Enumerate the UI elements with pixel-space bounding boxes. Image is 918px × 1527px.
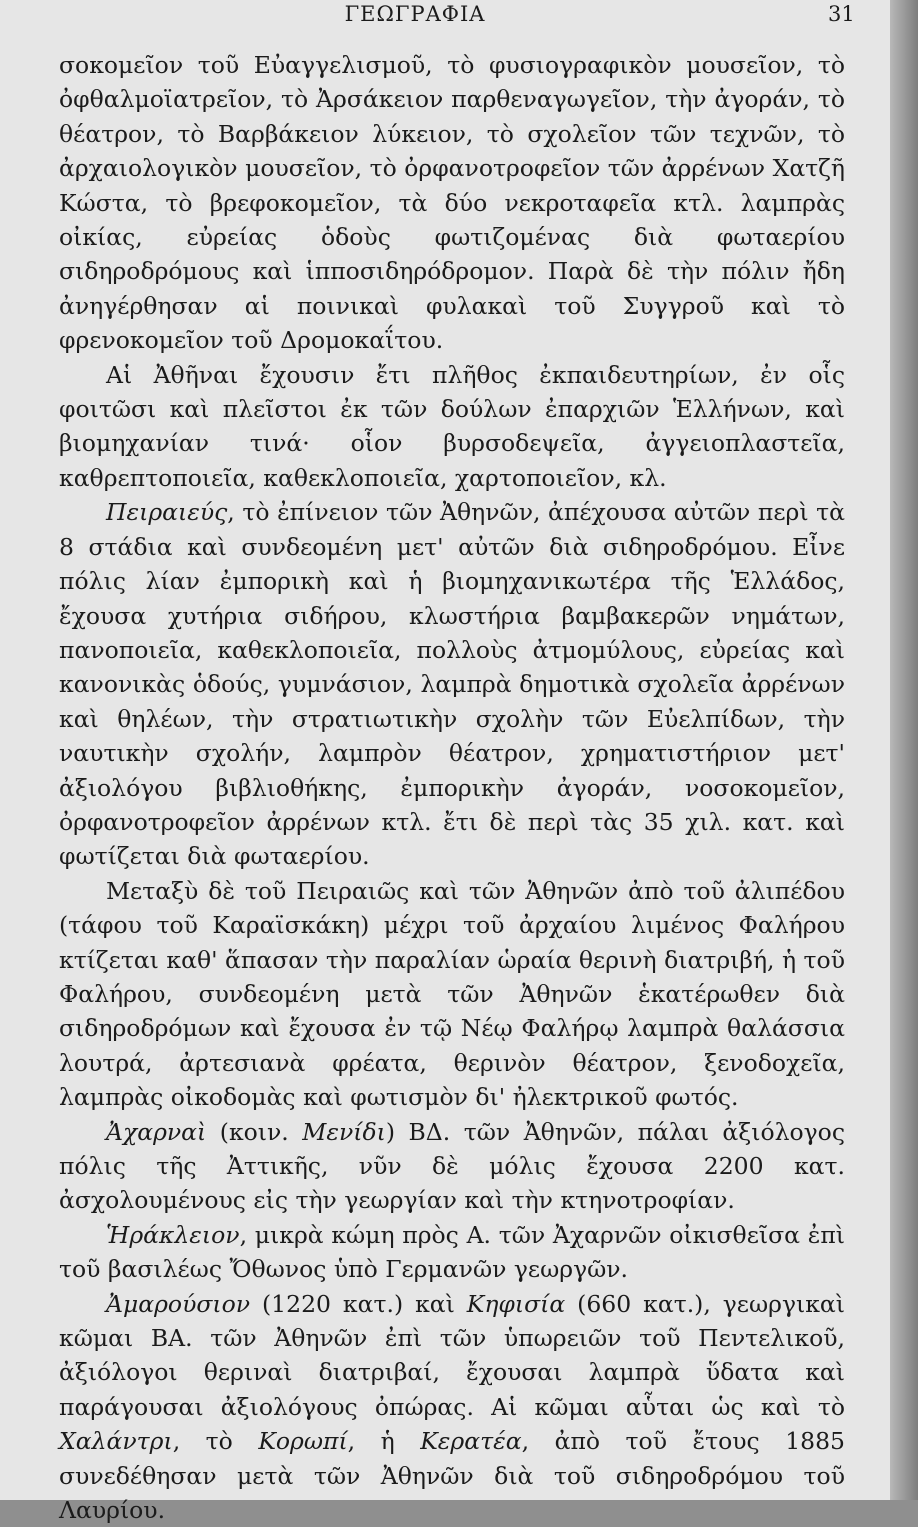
text-run: (κοιν.: [206, 1117, 303, 1146]
italic-term: Χαλάντρι: [59, 1427, 173, 1456]
italic-term: Κηφισία: [466, 1289, 566, 1318]
text-run: Μεταξὺ δὲ τοῦ Πειραιῶς καὶ τῶν Ἀθηνῶν ἀπὸ τοῦ ἀλιπέδου (τάφου τοῦ Καραϊσκάκη) μέχρι τοῦ ἀρχαίου λιμένος Φαλήρου κτίζεται καθ' ἅπασαν τὴν παραλίαν ὡραία θερινὴ διατριβή, ἡ τοῦ Φαλήρου, συνδεομένη μετὰ τῶν Ἀθηνῶν ἑκατέρωθεν διὰ σιδηροδρόμων καὶ ἔχουσα ἐν τῷ Νέῳ Φαλήρῳ λαμπρὰ θαλάσσια λουτρά, ἀρτεσιανὰ φρέατα, θερινὸν θέατρον, ξενοδοχεῖα, λαμπρὰς οἰκοδομὰς καὶ φωτισμὸν δι' ἠλεκτρικοῦ φωτός.: [59, 876, 845, 1112]
paragraph: [59, 1218, 845, 1287]
page-number: 31: [828, 2, 855, 26]
text-run: σοκομεῖον τοῦ Εὐαγγελισμοῦ, τὸ φυσιογραφικὸν μουσεῖον, τὸ ὀφθαλμοϊατρεῖον, τὸ Ἀρσάκειον παρθεναγωγεῖον, τὴν ἀγοράν, τὸ θέατρον, τὸ Βαρβάκειον λύκειον, τὸ σχολεῖον τῶν τεχνῶν, τὸ ἀρχαιολογικὸν μουσεῖον, τὸ ὀρφανοτροφεῖον τῶν ἀρρένων Χατζῆ Κώστα, τὸ βρεφοκομεῖον, τὰ δύο νεκροταφεῖα κτλ. λαμπρὰς οἰκίας, εὐρείας ὁδοὺς φωτιζομένας διὰ φωταερίου σιδηροδρόμους καὶ ἱπποσιδηρόδρομον. Παρὰ δὲ τὴν πόλιν ἤδη ἀνηγέρθησαν αἱ ποινικαὶ φυλακαὶ τοῦ Συγγροῦ καὶ τὸ φρενοκομεῖον τοῦ Δρομοκαΐτου.: [59, 51, 845, 355]
text-run: ) ΒΔ. τῶν Ἀθηνῶν, πάλαι ἀξιόλογος πόλις τῆς Ἀττικῆς, νῦν δὲ μόλις ἔχουσα 2200 κατ. ἀσχολουμένους εἰς τὴν γεωργίαν καὶ τὴν κτηνοτροφίαν.: [59, 1117, 845, 1215]
italic-term: Κερατέα: [420, 1427, 522, 1456]
paragraph: [59, 48, 845, 358]
paragraph: [59, 495, 845, 873]
italic-term: Πειραιεύς: [106, 498, 228, 527]
text-run: , τὸ: [172, 1427, 259, 1456]
italic-term: Ἀμαρούσιον: [106, 1289, 251, 1318]
italic-term: Ἡράκλειον: [106, 1220, 240, 1249]
paragraph: [59, 1115, 845, 1218]
paragraph: [59, 874, 845, 1115]
italic-term: Μενίδι: [302, 1117, 386, 1146]
text-run: , μικρὰ κώμη πρὸς Α. τῶν Ἀχαρνῶν οἰκισθεῖσα ἐπὶ τοῦ βασιλέως Ὄθωνος ὑπὸ Γερμανῶν γεωργῶν.: [59, 1220, 845, 1284]
text-run: , ἡ: [347, 1427, 421, 1456]
italic-term: Ἀχαρναὶ: [106, 1117, 207, 1146]
body-text: [59, 48, 845, 1527]
page-edge: [890, 0, 918, 1500]
italic-term: Κορωπί: [258, 1427, 348, 1456]
text-run: Αἱ Ἀθῆναι ἔχουσιν ἔτι πλῆθος ἐκπαιδευτηρίων, ἐν οἷς φοιτῶσι καὶ πλεῖστοι ἐκ τῶν δούλων ἐπαρχιῶν Ἑλλήνων, καὶ βιομηχανίαν τινά· οἷον βυρσοδεψεῖα, ἀγγειοπλαστεῖα, καθρεπτοποιεῖα, καθεκλοποιεῖα, χαρτοποιεῖον, κλ.: [59, 360, 845, 492]
text-run: (1220 κατ.) καὶ: [250, 1289, 467, 1318]
running-header: [0, 0, 890, 30]
running-title: ΓΕΩΓΡΑΦΙΑ: [344, 2, 486, 26]
paragraph: [59, 358, 845, 496]
text-run: , ἀπὸ τοῦ ἔτους 1885 συνεδέθησαν μετὰ τῶν Ἀθηνῶν διὰ τοῦ σιδηροδρόμου τοῦ Λαυρίου.: [59, 1427, 846, 1525]
text-run: (660 κατ.), γεωργικαὶ κῶμαι ΒΑ. τῶν Ἀθηνῶν ἐπὶ τῶν ὑπωρειῶν τοῦ Πεντελικοῦ, ἀξιόλογοι θεριναὶ διατριβαί, ἔχουσαι λαμπρὰ ὕδατα καὶ παράγουσαι ἀξιολόγους ὀπώρας. Αἱ κῶμαι αὗται ὡς καὶ τὸ: [59, 1289, 845, 1421]
paragraph: [59, 1287, 845, 1527]
text-run: , τὸ ἐπίνειον τῶν Ἀθηνῶν, ἀπέχουσα αὐτῶν περὶ τὰ 8 στάδια καὶ συνδεομένη μετ' αὐτῶν διὰ σιδηροδρόμου. Εἶνε πόλις λίαν ἐμπορικὴ καὶ ἡ βιομηχανικωτέρα τῆς Ἑλλάδος, ἔχουσα χυτήρια σιδήρου, κλωστήρια βαμβακερῶν νημάτων, πανοποιεῖα, καθεκλοποιεῖα, πολλοὺς ἀτμομύλους, εὐρείας καὶ κανονικὰς ὁδούς, γυμνάσιον, λαμπρὰ δημοτικὰ σχολεῖα ἀρρένων καὶ θηλέων, τὴν στρατιωτικὴν σχολὴν τῶν Εὐελπίδων, τὴν ναυτικὴν σχολήν, λαμπρὸν θέατρον, χρηματιστήριον μετ' ἀξιολόγου βιβλιοθήκης, ἐμπορικὴν ἀγοράν, νοσοκομεῖον, ὀρφανοτροφεῖον ἀρρένων κτλ. ἔτι δὲ περὶ τὰς 35 χιλ. κατ. καὶ φωτίζεται διὰ φωταερίου.: [59, 498, 845, 871]
